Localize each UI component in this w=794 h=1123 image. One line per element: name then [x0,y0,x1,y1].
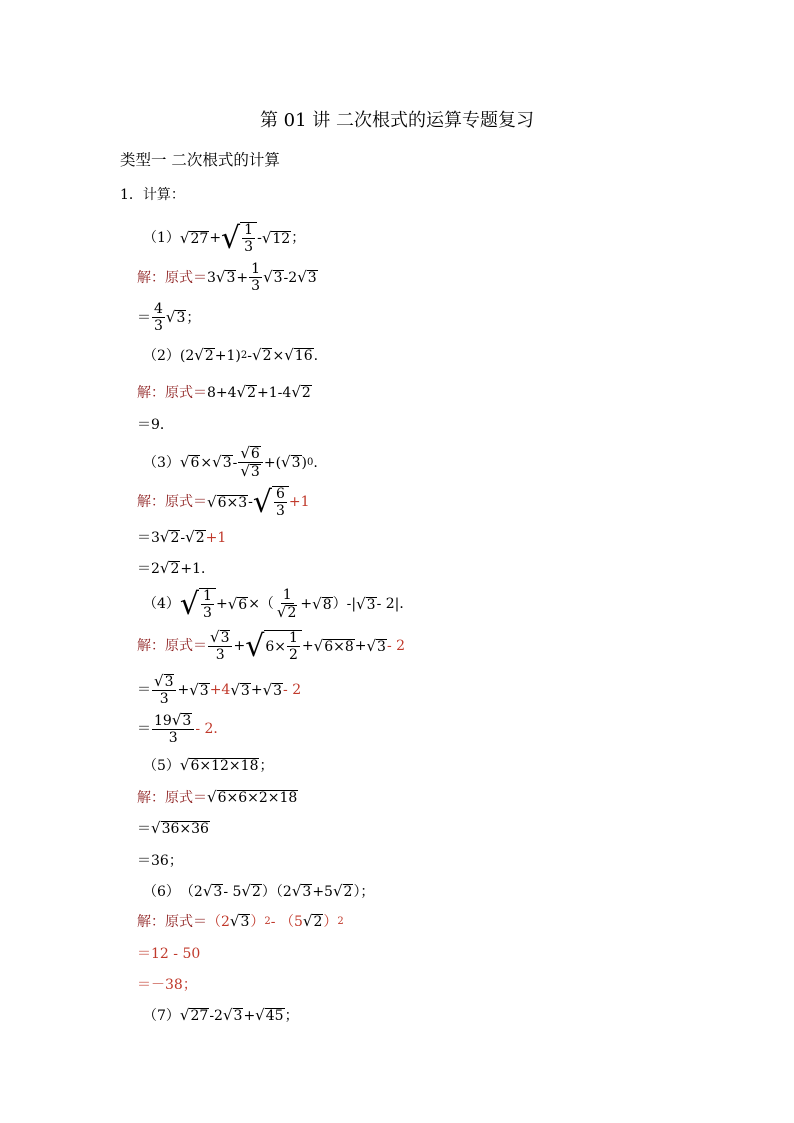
solution-5-step: ＝ √ 36×36 [137,819,209,837]
solution-2: 解：原式＝ 8+4 √ 2 +1-4 √ 2 [137,383,311,401]
problem-6: （6） （2 √ 3 - 5 √ 2 ）（2 √ 3 +5 √ 2 ）； [143,882,375,900]
radical: √ 27 [179,228,209,247]
problem-5: （5） √ 6×12×18 ； [143,756,274,774]
solution-1-step: ＝ $\frac{4}{3}$ √ 3 ； [137,301,201,334]
problem-3: （3） √ 6 × √ 3 - √ 6 √ 3 +( √ 3 ) 0 . [143,444,318,480]
solution-4-step: ＝ √ 3 3 + √ 3 +4 √ 3 + √ 3 - 2 [137,672,302,707]
page-title: 第 01 讲 二次根式的运算专题复习 [259,110,535,131]
problem-7: （7） √ 27 -2 √ 3 + √ 45 ； [143,1006,299,1024]
solution-3-step: ＝3 √ 2 - √ 2 +1 [137,528,227,546]
radical: √ $\frac{1}{3}$ [221,222,257,254]
solution-3-final: ＝2 √ 2 +1． [137,559,216,577]
solution-5: 解：原式＝ √ 6×6×2×18 [137,788,298,806]
section-heading: 类型一 二次根式的计算 [120,151,280,169]
radical: √ 12 [261,228,291,247]
solution-3: 解：原式＝ √ 6×3 - √ $\frac{6}{3}$ +1 [137,485,310,520]
solution-6-step: ＝12 - 50 [137,946,201,962]
problem-2: （2） (2 √ 2 +1) 2 - √ 2 × √ 16 . [143,346,319,364]
solution-6: 解：原式＝ （2 √ 3 ） 2 - （5 √ 2 ） 2 [137,912,344,930]
solution-2-step: ＝9． [137,417,174,433]
solution-4-final: ＝ 19 √ 3 3 - 2． [137,711,228,746]
problem-4: （4） √ $\frac{1}{3}$ + √ 6 ×（ 1 √ 2 + √ 8 ）-| √ 3 - 2|． [143,587,414,622]
solution-5-final: ＝36； [137,853,183,869]
problem-1: （1） √ 27 + √ $\frac{1}{3}$ - √ 12 ； [143,221,306,256]
solution-1: 解：原式＝ 3 √ 3 + $\frac{1}{3}$ √ 3 -2 √ 3 [137,261,317,294]
solution-4: 解：原式＝ √ 3 3 + √ 6× $\frac{1}{2}$ + √ 6×8 + √ 3 - 2 [137,628,406,664]
question-1: 1．计算： [120,187,185,203]
solution-6-final: ＝－38； [137,977,197,993]
